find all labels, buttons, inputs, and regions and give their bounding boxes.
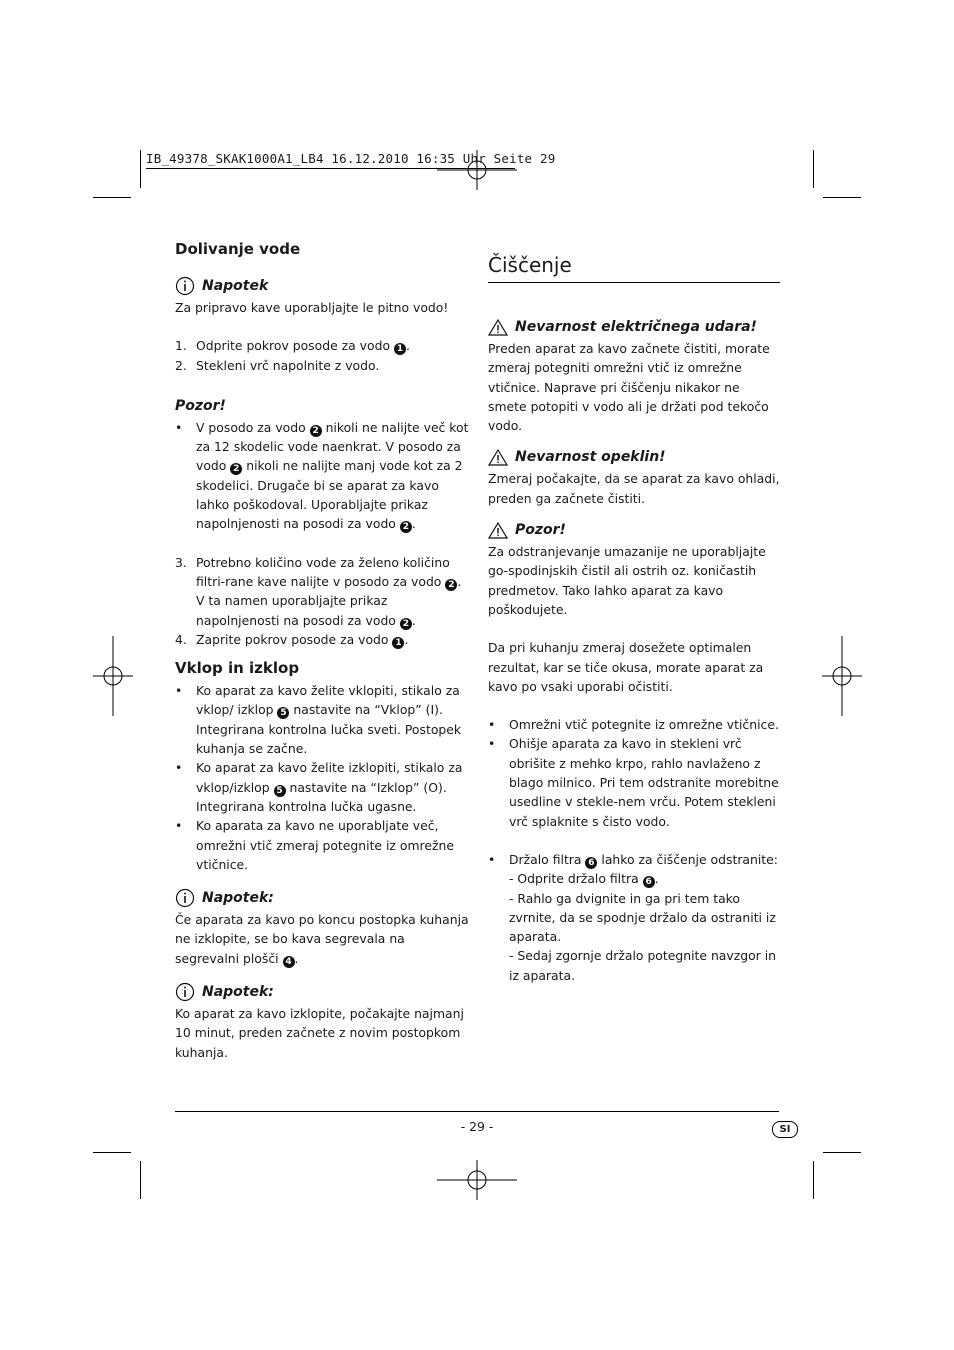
part-number-badge: 5: [274, 785, 286, 797]
warning-heading: [488, 315, 780, 339]
crop-mark: [813, 150, 814, 188]
list-item: 1. Odprite pokrov posode za vodo 1 .: [175, 338, 410, 355]
info-icon: [175, 888, 195, 908]
crop-mark: [140, 150, 141, 188]
note-text: Za pripravo kave uporabljajte le pitno vodo!: [175, 300, 449, 315]
slug-underline: [146, 168, 515, 169]
list-item: • Ko aparat za kavo želite vklopiti, stikalo za vklop/ izklop 5 nastavite na “Vklop” (I). Integrirana kontrolna lučka sveti. Postopek kuhanja se začne.: [175, 683, 462, 757]
part-number-badge: 1: [392, 637, 404, 649]
crop-mark: [140, 1161, 141, 1199]
note-heading: [175, 980, 470, 1004]
section-heading-vklop: Vklop in izklop: [175, 659, 300, 678]
note-heading: [175, 886, 470, 910]
warning-title: Nevarnost opeklin!: [515, 449, 666, 466]
steps-list: [175, 336, 470, 375]
list-item: • V posodo za vodo 2 nikoli ne nalijte več kot za 12 skodelic vode naenkrat. V posodo za vodo 2 nikoli ne nalijte manj vode kot za 2 skodelici. Drugače bi se aparat za kavo lahko poškodoval. Uporabljajte prikaz napolnjenosti na posodi za vodo 2 .: [175, 419, 469, 533]
registration-mark-bottom: [437, 1160, 517, 1200]
info-icon: [175, 982, 195, 1002]
print-slug: IB_49378_SKAK1000A1_LB4 16.12.2010 16:35 Uhr Seite 29: [146, 151, 556, 166]
filter-list: [488, 850, 780, 985]
crop-mark: [93, 197, 131, 198]
registration-mark-left: [93, 636, 133, 716]
part-number-badge: 6: [643, 876, 655, 888]
section-heading-dolivanje: Dolivanje vode: [175, 240, 301, 258]
warning-heading: [488, 445, 780, 469]
page-title: Čiščenje: [488, 248, 780, 283]
part-number-badge: 2: [400, 521, 412, 533]
note-title: Napotek:: [202, 984, 274, 1001]
warning-text: Za odstranjevanje umazanije ne uporabljajte go-spodinjskih čistil ali ostrih oz. koničastih predmetov. Tako lahko aparat za kavo poškodujete.: [488, 544, 766, 617]
warning-triangle-icon: [488, 522, 508, 539]
paragraph: Da pri kuhanju zmeraj dosežete optimalen rezultat, kar se tiče okusa, morate aparat za kavo po vsaki uporabi očistiti.: [488, 640, 764, 694]
list-item: 3. Potrebno količino vode za želeno količino filtri-rane kave nalijte v posodo za vodo 2 . V ta namen uporabljajte prikaz napolnjenosti na posodi za vodo 2 .: [175, 554, 462, 629]
list-item: • Ko aparat za kavo želite izklopiti, stikalo za vklop/izklop 5 nastavite na “Izklop” (O). Integrirana kontrolna lučka ugasne.: [175, 760, 463, 814]
list-item: 4. Zaprite pokrov posode za vodo 1 .: [175, 631, 409, 648]
list-item: • Ohišje aparata za kavo in stekleni vrč obrišite z mehko krpo, rahlo navlaženo z blago milnico. Pri tem odstranite morebitne usedline v stekle-nem vrču. Potem stekleni vrč splaknite s čisto vodo.: [488, 736, 779, 829]
part-number-badge: 2: [400, 618, 412, 630]
cleaning-list: [488, 715, 780, 831]
list-item: • Držalo filtra 6 lahko za čiščenje odstranite: - Odprite držalo filtra 6 . - Rahlo ga dvignite in ga pri tem tako zvrnite, da se spodnje držalo da ostraniti iz aparata. - Sedaj zgornje držalo potegnite navzgor in iz aparata.: [488, 851, 778, 983]
left-column: [175, 236, 470, 1062]
crop-mark: [93, 1152, 131, 1153]
note-text: Če aparata za kavo po koncu postopka kuhanja ne izklopite, se bo kava segrevala na segrevalni plošči 4 .: [175, 912, 469, 967]
right-column: [488, 248, 780, 985]
part-number-badge: 2: [310, 425, 322, 437]
info-icon: [175, 276, 195, 296]
part-number-badge: 2: [445, 579, 457, 591]
warning-heading: Pozor!: [175, 397, 226, 414]
steps-list: [175, 553, 470, 649]
note-text: Ko aparat za kavo izklopite, počakajte najmanj 10 minut, preden začnete z novim postopkom kuhanja.: [175, 1006, 464, 1060]
registration-mark-right: [822, 636, 862, 716]
crop-mark: [813, 1161, 814, 1199]
warning-triangle-icon: [488, 449, 508, 466]
warning-text: Preden aparat za kavo začnete čistiti, morate zmeraj potegniti omrežni vtič iz omrežne vtičnice. Naprave pri čiščenju nikakor ne smete potopiti v vodo ali je držati pod tekočo vodo.: [488, 341, 770, 434]
part-number-badge: 6: [585, 857, 597, 869]
part-number-badge: 4: [283, 956, 295, 968]
crop-mark: [823, 1152, 861, 1153]
crop-mark: [823, 197, 861, 198]
warning-heading: [488, 518, 780, 542]
language-badge: SI: [772, 1121, 798, 1138]
part-number-badge: 2: [230, 463, 242, 475]
list-item: 2. Stekleni vrč napolnite z vodo.: [175, 357, 380, 373]
warning-title: Pozor!: [515, 522, 566, 539]
note-heading: [175, 274, 470, 298]
page-number: - 29 -: [460, 1119, 494, 1134]
warning-title: Nevarnost električnega udara!: [515, 319, 757, 335]
list-item: • Omrežni vtič potegnite iz omrežne vtičnice.: [488, 717, 779, 733]
list-item: • Ko aparata za kavo ne uporabljate več, omrežni vtič zmeraj potegnite iz omrežne vtičnice.: [175, 818, 454, 872]
warning-triangle-icon: [488, 319, 508, 336]
note-title: Napotek:: [202, 890, 274, 907]
part-number-badge: 5: [277, 707, 289, 719]
vklop-list: [175, 681, 470, 874]
note-title: Napotek: [202, 278, 269, 294]
footer-rule: [175, 1111, 779, 1112]
pozor-list: [175, 418, 470, 534]
part-number-badge: 1: [394, 343, 406, 355]
warning-text: Zmeraj počakajte, da se aparat za kavo ohladi, preden ga začnete čistiti.: [488, 471, 780, 506]
